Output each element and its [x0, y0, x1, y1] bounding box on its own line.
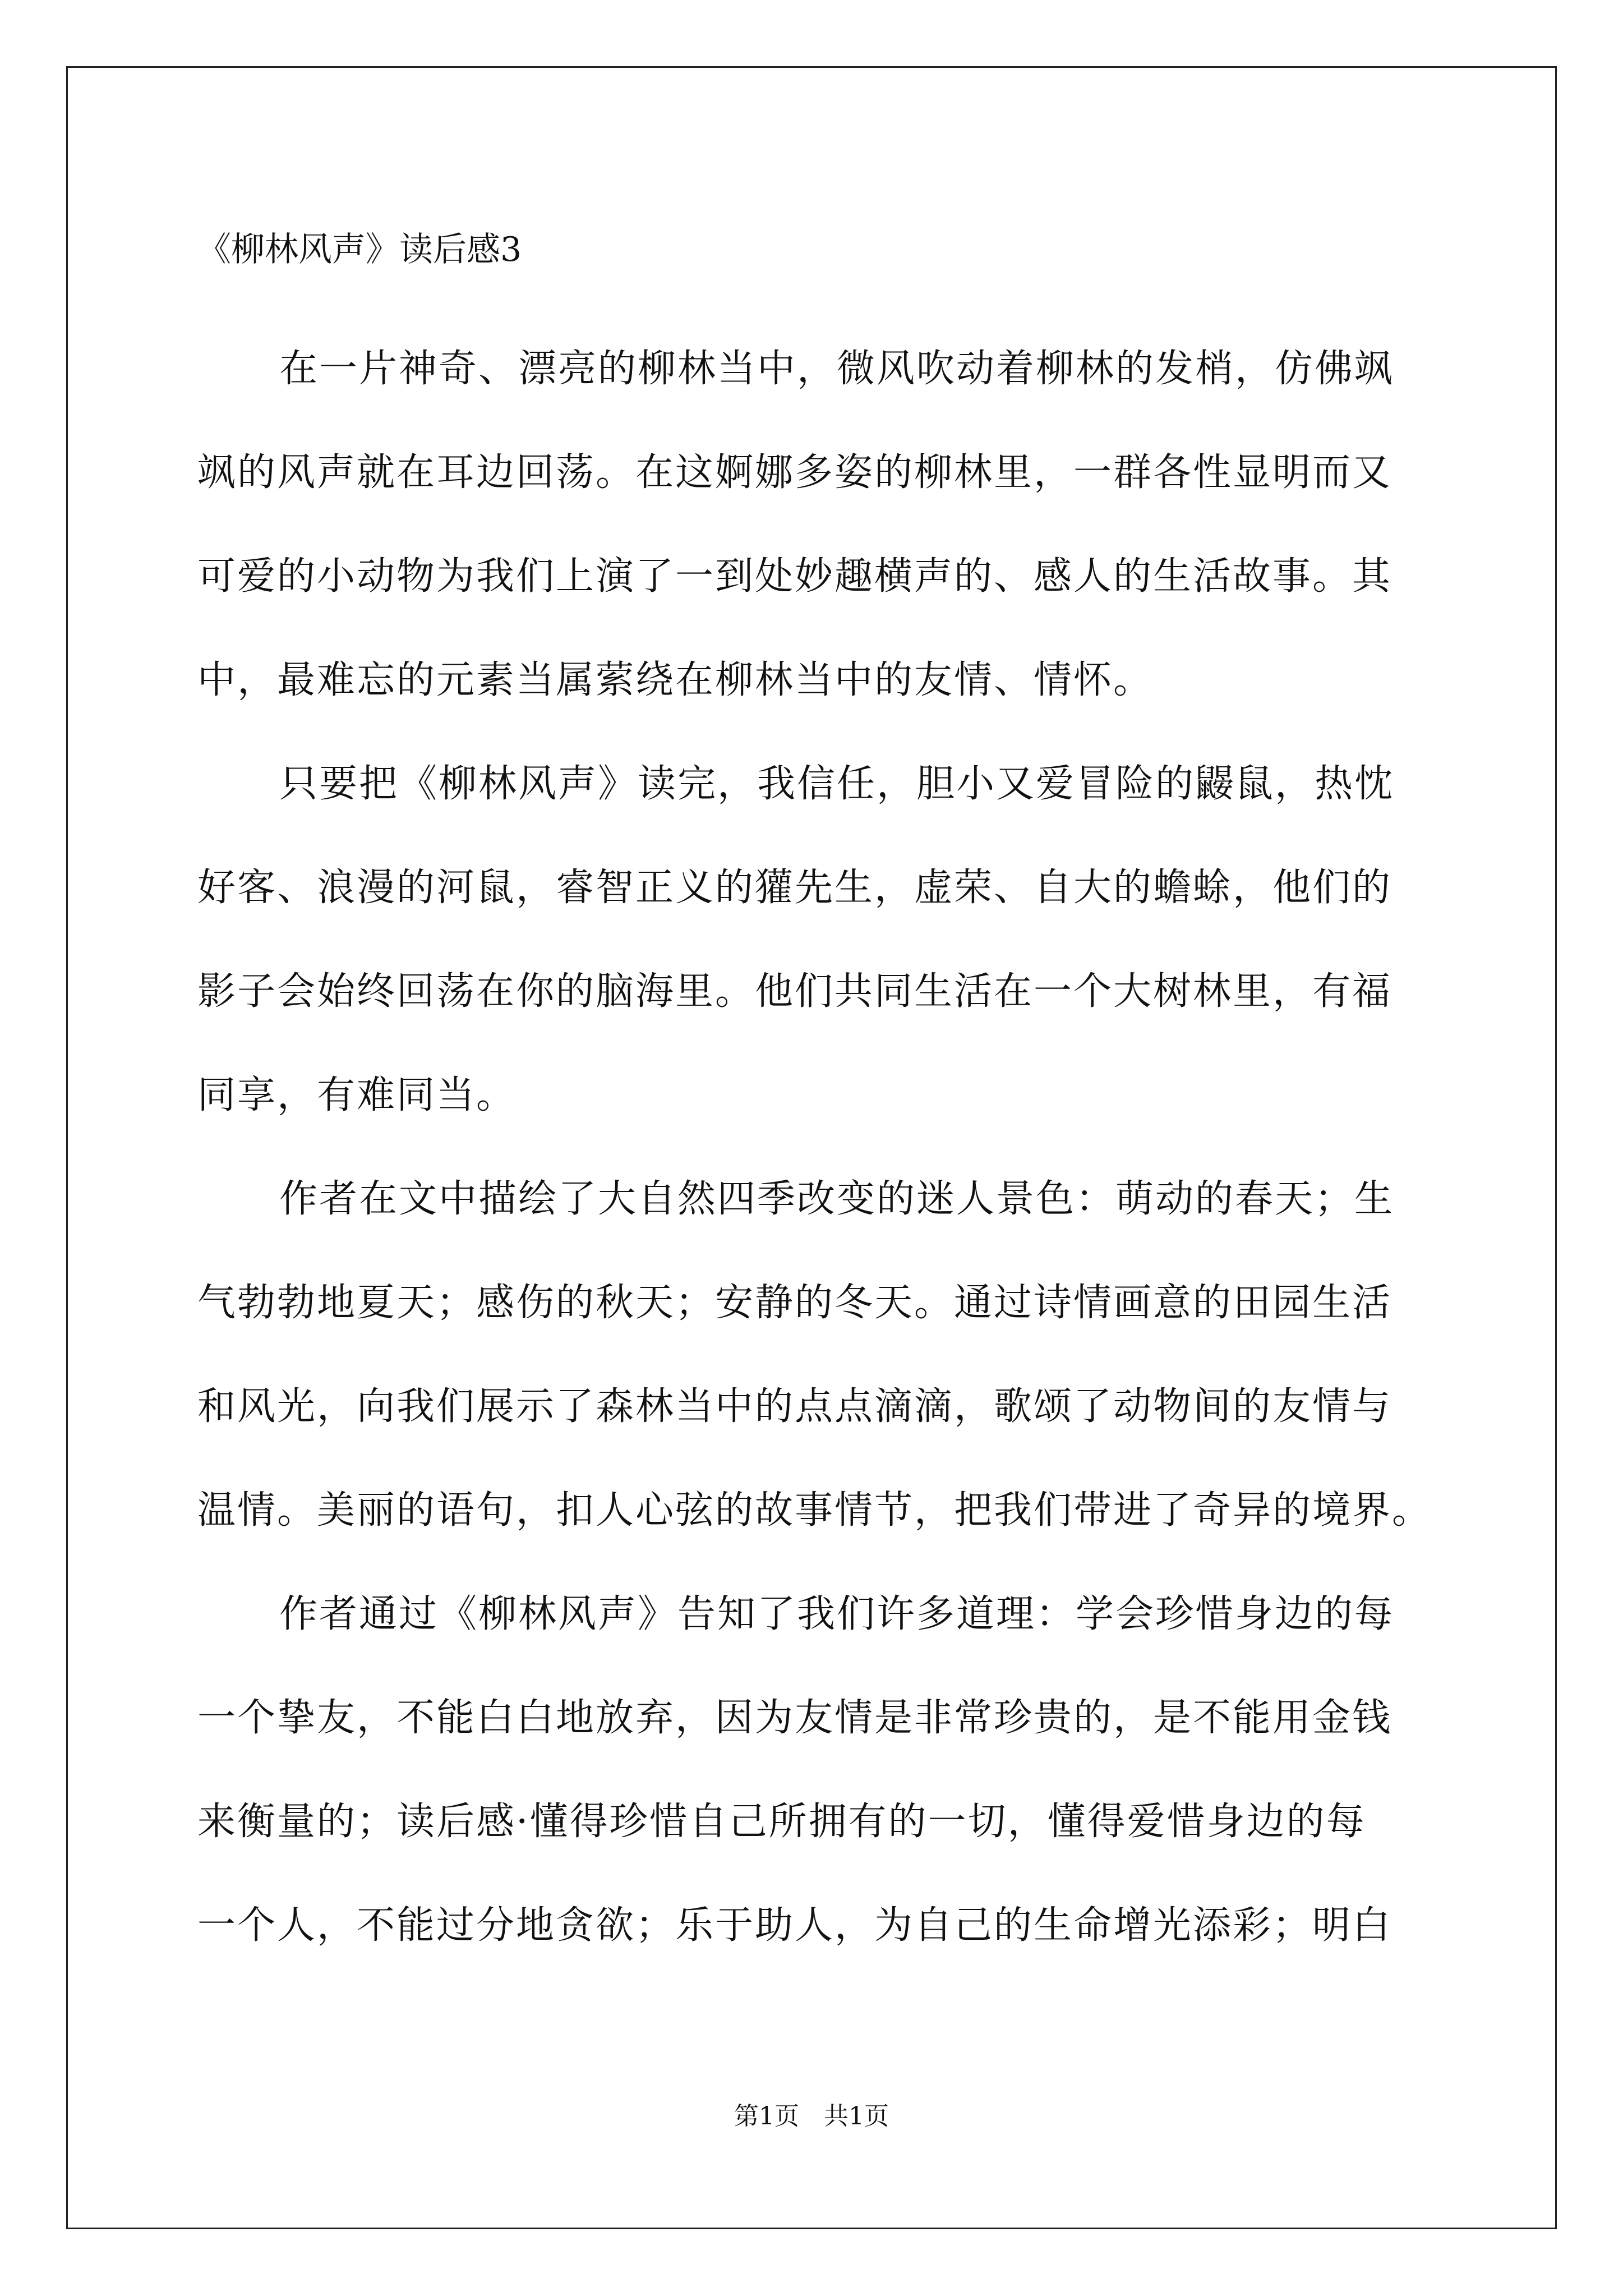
paragraph-line: 中，最难忘的元素当属萦绕在柳林当中的友情、情怀。: [197, 658, 1154, 702]
page-footer: 第1页 共1页: [734, 2102, 889, 2131]
paragraph-line: 和风光，向我们展示了森林当中的点点滴滴，歌颂了动物间的友情与: [197, 1384, 1393, 1429]
paragraph-line: 一个人，不能过分地贪欲；乐于助人，为自己的生命增光添彩；明白: [197, 1903, 1393, 1948]
paragraph-line: 好客、浪漫的河鼠，睿智正义的獾先生，虚荣、自大的蟾蜍，他们的: [197, 866, 1393, 910]
paragraph-line: 飒的风声就在耳边回荡。在这婀娜多姿的柳林里，一群各性显明而又: [197, 450, 1393, 495]
paragraph-line: 来衡量的；读后感·懂得珍惜自己所拥有的一切，懂得爱惜身边的每: [197, 1800, 1366, 1844]
paragraph-line: 影子会始终回荡在你的脑海里。他们共同生活在一个大树林里，有福: [197, 969, 1393, 1014]
paragraph-line: 气勃勃地夏天；感伤的秋天；安静的冬天。通过诗情画意的田园生活: [197, 1281, 1393, 1325]
paragraph-line: 作者在文中描绘了大自然四季改变的迷人景色：萌动的春天；生: [279, 1177, 1395, 1221]
paragraph-line: 一个挚友，不能白白地放弃，因为友情是非常珍贵的，是不能用金钱: [197, 1696, 1393, 1740]
paragraph-line: 可爱的小动物为我们上演了一到处妙趣横声的、感人的生活故事。其: [197, 554, 1393, 599]
paragraph-1: [197, 317, 1431, 732]
paragraph-line: 作者通过《柳林风声》告知了我们许多道理：学会珍惜身边的每: [279, 1592, 1395, 1636]
paragraph-line: 在一片神奇、漂亮的柳林当中，微风吹动着柳林的发梢，仿佛飒: [279, 347, 1395, 391]
paragraph-line: 只要把《柳林风声》读完，我信任，胆小又爱冒险的鼹鼠，热忱: [279, 762, 1395, 806]
paragraph-2: [197, 732, 1431, 1147]
paragraph-4: [197, 1562, 1431, 1977]
paragraph-line: 同享，有难同当。: [197, 1073, 517, 1117]
paragraph-3: [197, 1147, 1431, 1562]
paragraph-line: 温情。美丽的语句，扣人心弦的故事情节，把我们带进了奇异的境界。: [197, 1488, 1432, 1533]
document-title: 《柳林风声》读后感3: [197, 230, 522, 269]
